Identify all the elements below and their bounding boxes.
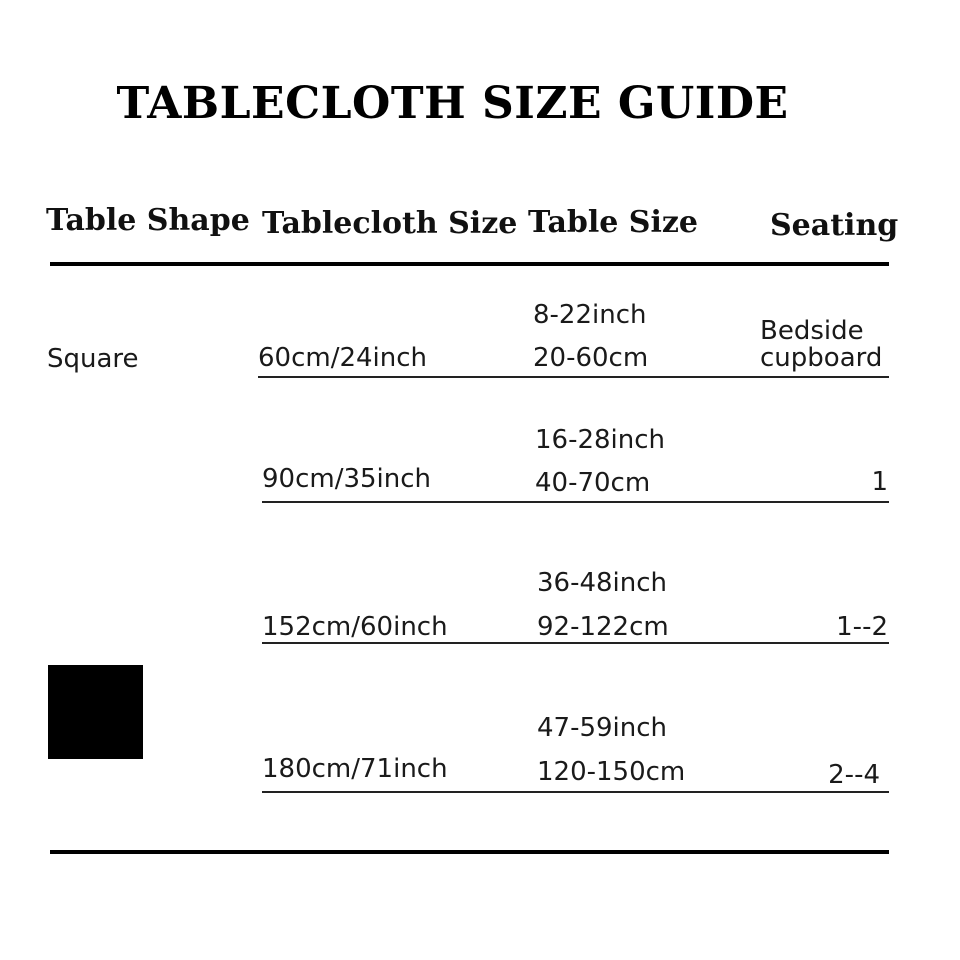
row-2-seating: 1 xyxy=(871,467,888,497)
row-1-table-size-inch: 8-22inch xyxy=(533,300,647,330)
row-4-seating: 2--4 xyxy=(828,760,880,790)
footer-divider xyxy=(50,850,889,854)
row-3-seating: 1--2 xyxy=(836,612,888,642)
header-tablecloth-size: Tablecloth Size xyxy=(262,206,518,241)
row-2-table-size-cm: 40-70cm xyxy=(535,468,651,498)
row-3-divider xyxy=(262,642,889,644)
row-4-tablecloth-size: 180cm/71inch xyxy=(262,754,448,784)
row-1-divider xyxy=(258,376,889,378)
row-4-divider xyxy=(262,791,889,793)
row-4-table-size-cm: 120-150cm xyxy=(537,757,686,787)
row-2-divider xyxy=(262,501,889,503)
row-1-tablecloth-size: 60cm/24inch xyxy=(258,343,428,373)
header-seating: Seating xyxy=(770,208,899,243)
row-3-table-size-cm: 92-122cm xyxy=(537,612,669,642)
row-1-table-size-cm: 20-60cm xyxy=(533,343,649,373)
row-1-seating-line-2: cupboard xyxy=(760,343,883,373)
shape-label-square: Square xyxy=(47,344,139,374)
square-shape-icon xyxy=(48,665,143,759)
header-table-size: Table Size xyxy=(528,205,698,240)
row-3-table-size-inch: 36-48inch xyxy=(537,568,668,598)
row-2-tablecloth-size: 90cm/35inch xyxy=(262,464,432,494)
page-title: TABLECLOTH SIZE GUIDE xyxy=(116,78,789,129)
header-table-shape: Table Shape xyxy=(46,203,250,238)
row-1-seating xyxy=(760,318,882,372)
header-divider xyxy=(50,262,889,266)
row-3-tablecloth-size: 152cm/60inch xyxy=(262,612,448,642)
row-4-table-size-inch: 47-59inch xyxy=(537,713,668,743)
row-1-seating-line-1: Bedside xyxy=(760,316,864,346)
row-2-table-size-inch: 16-28inch xyxy=(535,425,666,455)
